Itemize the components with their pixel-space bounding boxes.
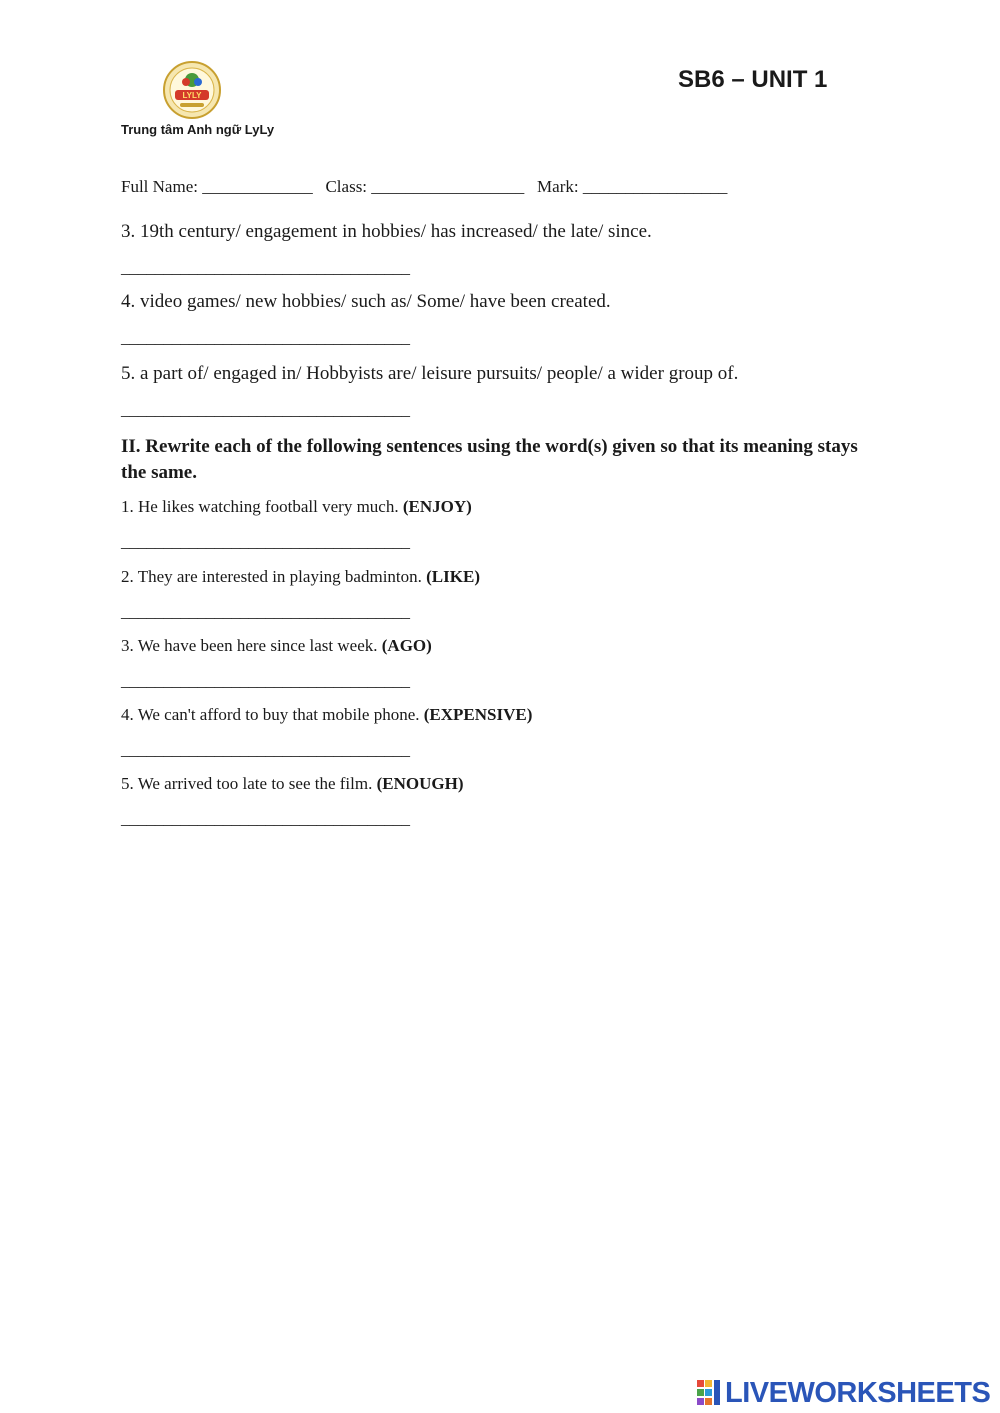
part2-question-1 — [121, 497, 472, 517]
section-heading: II. Rewrite each of the following sentences using the word(s) given so that its meaning stays the same. — [121, 436, 858, 483]
class-label: Class: — [325, 177, 368, 196]
full-name-label: Full Name: — [121, 177, 198, 196]
part1-answer-4[interactable]: __________________________________ — [121, 328, 410, 347]
question-text: 5. We arrived too late to see the film. — [121, 774, 373, 793]
part2-question-5 — [121, 774, 464, 794]
student-info-line — [121, 177, 727, 197]
part1-question-3: 3. 19th century/ engagement in hobbies/ has increased/ the late/ since. — [121, 221, 652, 242]
keyword: (ENOUGH) — [376, 774, 464, 793]
part1-answer-5[interactable]: __________________________________ — [121, 400, 410, 419]
part2-question-3 — [121, 636, 432, 656]
mark-label: Mark: — [537, 177, 579, 196]
part1-question-4: 4. video games/ new hobbies/ such as/ Some/ have been created. — [121, 291, 611, 312]
center-logo — [162, 60, 222, 120]
center-name: Trung tâm Anh ngữ LyLy — [121, 122, 275, 137]
keyword: (AGO) — [381, 636, 432, 655]
part1-question-5: 5. a part of/ engaged in/ Hobbyists are/ leisure pursuits/ people/ a wider group of. — [121, 363, 739, 384]
full-name-blank[interactable]: _____________ — [202, 177, 313, 196]
part2-question-4 — [121, 705, 532, 725]
keyword: (LIKE) — [426, 567, 480, 586]
liveworksheets-brand — [697, 1375, 990, 1411]
class-blank[interactable]: __________________ — [371, 177, 525, 196]
logo-text: LYLY — [182, 91, 202, 100]
keyword: (EXPENSIVE) — [423, 705, 533, 724]
part1-answer-3[interactable]: __________________________________ — [121, 258, 410, 277]
question-text: 1. He likes watching football very much. — [121, 497, 399, 516]
keyword: (ENJOY) — [402, 497, 472, 516]
brand-text: LIVEWORKSHEETS — [725, 1376, 991, 1409]
question-text: 4. We can't afford to buy that mobile phone. — [121, 705, 420, 724]
part2-answer-3[interactable]: __________________________________ — [121, 671, 410, 690]
question-text: 2. They are interested in playing badminton. — [121, 567, 422, 586]
part2-question-2 — [121, 567, 480, 587]
unit-title: SB6 – UNIT 1 — [678, 66, 828, 93]
part2-answer-4[interactable]: __________________________________ — [121, 740, 410, 759]
part2-answer-2[interactable]: __________________________________ — [121, 602, 410, 621]
part2-answer-1[interactable]: __________________________________ — [121, 532, 410, 551]
liveworksheets-logo-icon — [697, 1378, 721, 1408]
part2-answer-5[interactable]: __________________________________ — [121, 809, 410, 828]
mark-blank[interactable]: _________________ — [582, 177, 728, 196]
question-text: 3. We have been here since last week. — [121, 636, 378, 655]
